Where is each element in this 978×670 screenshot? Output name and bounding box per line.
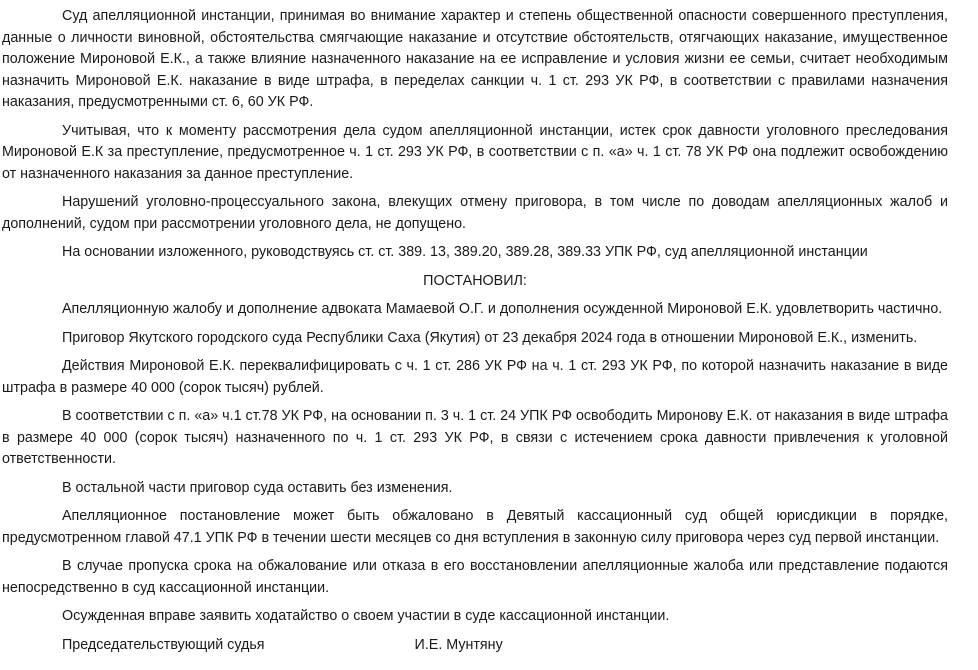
resolution-item-appeal-partially-granted: Апелляционную жалобу и дополнение адвоката Мамаевой О.Г. и дополнения осужденной Мироновой Е.К. удовлетворить частично. — [62, 301, 943, 317]
resolution-item-participation-request: Осужденная вправе заявить ходатайство о своем участии в суде кассационной инстанции. — [62, 608, 670, 624]
signature-block — [2, 635, 948, 657]
signature-name: И.Е. Мунтяну — [414, 636, 503, 653]
resolution-heading: ПОСТАНОВИЛ: — [423, 272, 527, 289]
resolution-item-rest-unchanged: В остальной части приговор суда оставить без изменения. — [62, 479, 453, 496]
resolution-item-release-from-penalty: В соответствии с п. «а» ч.1 ст.78 УК РФ, на основании п. 3 ч. 1 ст. 24 УПК РФ освободить Миронову Е.К. от наказания в виде штрафа в размере 40 000 (сорок тысяч) назначенного по ч. 1 ст. 293 УК РФ, в связи с истечением срока давности привлечения к уголовной ответственности. — [2, 408, 948, 467]
paragraph-sentencing-considerations: Суд апелляционной инстанции, принимая во внимание характер и степень общественной опасности совершенного преступления, данные о личности виновной, обстоятельства смягчающие наказание и отсутствие обстоятельств, отягчающих наказание, имущественное положение Мироновой Е.К., а также влияние назначенного наказание на ее исправление и условия жизни ее семьи, считает необходимым назначить Мироновой Е.К. наказание в виде штрафа, в переделах санкции ч. 1 ст. 293 УК РФ, в соответствии с правилами назначения наказания, предусмотренными ст. 6, 60 УК РФ. — [2, 8, 948, 110]
resolution-item-cassation-appeal: Апелляционное постановление может быть обжаловано в Девятый кассационный суд общей юрисдикции в порядке, предусмотренном главой 47.1 УПК РФ в течении шести месяцев со дня вступления в законную силу приговора через суд первой инстанции. — [2, 508, 948, 546]
resolution-item-missed-deadline: В случае пропуска срока на обжалование или отказа в его восстановлении апелляционные жалоба или представление подаются непосредственно в суд кассационной инстанции. — [2, 558, 948, 596]
paragraph-statute-of-limitations: Учитывая, что к моменту рассмотрения дела судом апелляционной инстанции, истек срок давности уголовного преследования Мироновой Е.К за преступление, предусмотренное ч. 1 ст. 293 УК РФ, в соответствии с п. «а» ч. 1 ст. 78 УК РФ она подлежит освобождению от назначенного наказания за данное преступление. — [2, 122, 948, 182]
resolution-item-requalification: Действия Мироновой Е.К. переквалифицировать с ч. 1 ст. 286 УК РФ на ч. 1 ст. 293 УК РФ, по которой назначить наказание в виде штрафа в размере 40 000 (сорок тысяч) рублей. — [2, 358, 948, 396]
resolution-item-verdict-changed: Приговор Якутского городского суда Республики Саха (Якутия) от 23 декабря 2024 года в отношении Мироновой Е.К., изменить. — [62, 329, 918, 346]
paragraph-legal-basis: На основании изложенного, руководствуясь ст. ст. 389. 13, 389.20, 389.28, 389.33 УПК РФ, суд апелляционной инстанции — [62, 244, 868, 260]
signature-role: Председательствующий судья — [62, 636, 265, 653]
paragraph-no-procedural-violations: Нарушений уголовно-процессуального закона, влекущих отмену приговора, в том числе по доводам апелляционных жалоб и дополнений, судом при рассмотрении уголовного дела, не допущено. — [2, 194, 948, 232]
